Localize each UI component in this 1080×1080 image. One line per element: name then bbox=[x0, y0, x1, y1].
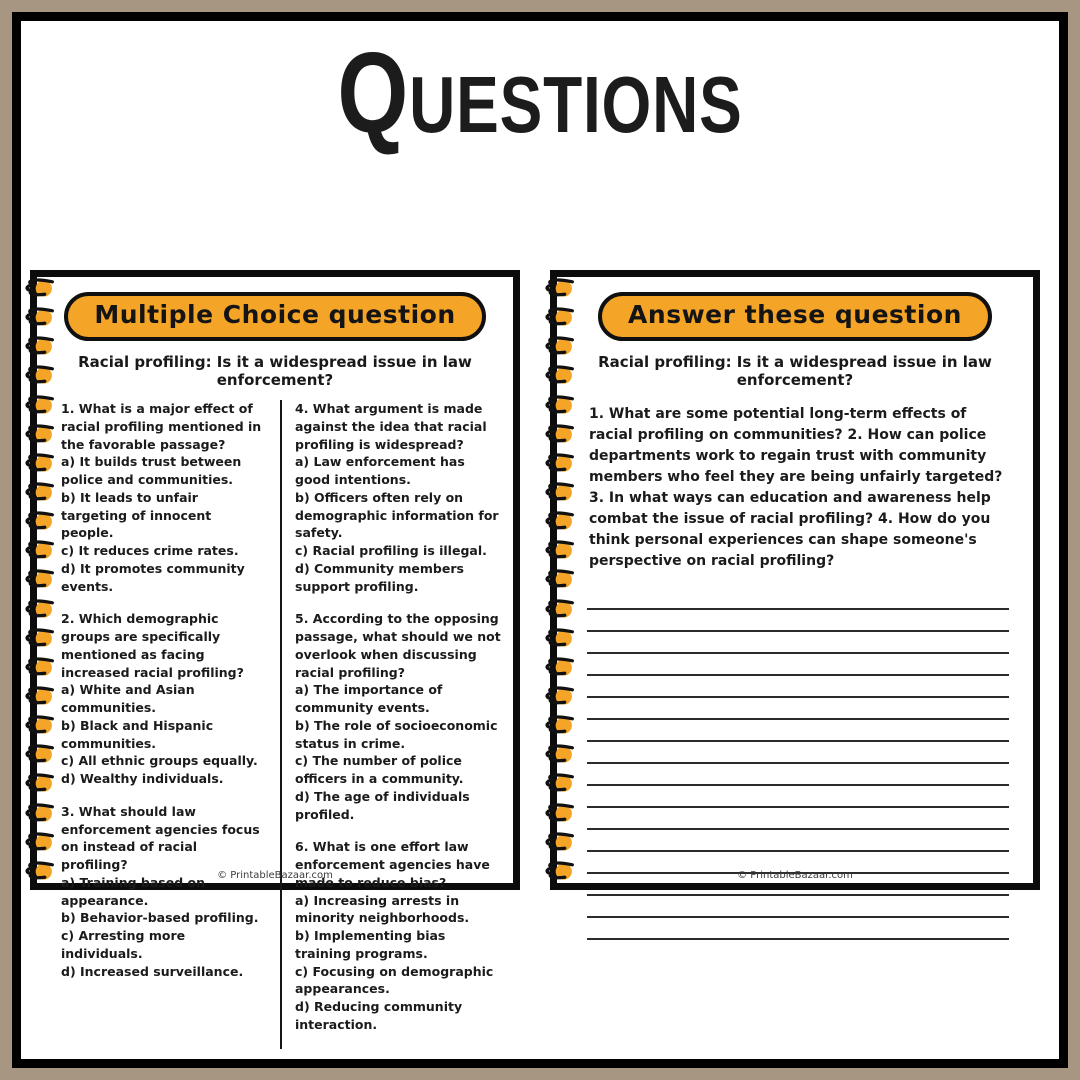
answer-option: b) Behavior-based profiling. bbox=[61, 910, 259, 926]
answer-option: d) Community members support profiling. bbox=[295, 560, 464, 594]
question-prompt: 1. What are some potential long-term effects of racial profiling on communities? 2. How can police departments work to regain trust with community members who feel they are being unfairly targeted? 3. In what ways can education and awareness help combat the issue of racial profiling? 4. How do you think personal experiences can shape someone's perspective on racial profiling? bbox=[589, 406, 1003, 569]
panel-subtitle: Racial profiling: Is it a widespread issue in law enforcement? bbox=[78, 353, 472, 389]
question-columns bbox=[61, 400, 501, 1049]
answer-option: d) It promotes community events. bbox=[61, 560, 245, 594]
answer-option: b) The role of socioeconomic status in crime. bbox=[295, 717, 498, 751]
page-title: Questions bbox=[337, 30, 743, 157]
copyright-footer: © PrintableBazaar.com bbox=[737, 870, 853, 881]
writing-lines-area bbox=[587, 588, 1009, 940]
writing-line bbox=[587, 610, 1009, 632]
open-response-panel bbox=[550, 270, 1040, 890]
answer-option: a) Training based on appearance. bbox=[61, 874, 206, 908]
multiple-choice-panel bbox=[30, 270, 520, 1032]
writing-line bbox=[587, 720, 1009, 742]
answer-option: a) The importance of community events. bbox=[295, 682, 443, 715]
writing-line bbox=[587, 786, 1009, 808]
answer-option: a) It builds trust between police and communities. bbox=[61, 454, 242, 487]
writing-line bbox=[587, 764, 1009, 786]
question-text: 4. What argument is made against the idea that racial profiling is widespread? bbox=[295, 401, 487, 452]
copyright-footer: © PrintableBazaar.com bbox=[217, 870, 333, 881]
answer-option: b) Implementing bias training programs. bbox=[295, 928, 446, 961]
question-text: 6. What is one effort law enforcement agencies have made to reduce bias? bbox=[295, 839, 490, 890]
writing-line bbox=[587, 632, 1009, 654]
question-block bbox=[295, 838, 501, 1033]
answer-option: a) Increasing arrests in minority neighborhoods. bbox=[295, 892, 470, 926]
writing-line bbox=[587, 588, 1009, 610]
writing-line bbox=[587, 698, 1009, 720]
question-column-1 bbox=[61, 400, 280, 1049]
answer-option: c) All ethnic groups equally. bbox=[61, 753, 258, 769]
question-block bbox=[61, 610, 267, 788]
writing-line bbox=[587, 830, 1009, 852]
question-block bbox=[295, 610, 501, 823]
writing-line bbox=[587, 896, 1009, 918]
panel-header-badge: Answer these question bbox=[598, 292, 992, 341]
question-text: 1. What is a major effect of racial profiling mentioned in the favorable passage? bbox=[61, 401, 262, 452]
question-text: 2. Which demographic groups are specifically mentioned as facing increased racial profiling? bbox=[61, 611, 244, 680]
answer-option: c) Arresting more individuals. bbox=[61, 928, 186, 961]
answer-option: a) Law enforcement has good intentions. bbox=[295, 454, 465, 487]
answer-option: c) Focusing on demographic appearances. bbox=[295, 963, 494, 997]
panel-subtitle: Racial profiling: Is it a widespread issue in law enforcement? bbox=[598, 353, 992, 389]
answer-option: c) Racial profiling is illegal. bbox=[295, 543, 487, 558]
writing-line bbox=[587, 918, 1009, 940]
question-block bbox=[295, 400, 501, 595]
answer-option: b) It leads to unfair targeting of innocent people. bbox=[61, 489, 212, 541]
writing-line bbox=[587, 808, 1009, 830]
answer-option: d) Wealthy individuals. bbox=[61, 771, 224, 786]
writing-line bbox=[587, 654, 1009, 676]
answer-option: d) The age of individuals profiled. bbox=[295, 788, 470, 822]
writing-line bbox=[587, 742, 1009, 764]
answer-option: d) Increased surveillance. bbox=[61, 963, 244, 979]
question-block bbox=[61, 803, 267, 981]
writing-line bbox=[587, 676, 1009, 698]
answer-option: a) White and Asian communities. bbox=[61, 682, 195, 715]
panel-header-badge: Multiple Choice question bbox=[64, 292, 485, 341]
question-text: 3. What should law enforcement agencies focus on instead of racial profiling? bbox=[61, 803, 260, 872]
answer-option: d) Reducing community interaction. bbox=[295, 999, 463, 1032]
question-block bbox=[61, 400, 267, 595]
answer-option: b) Officers often rely on demographic information for safety. bbox=[295, 489, 499, 541]
answer-option: c) The number of police officers in a community. bbox=[295, 753, 464, 786]
question-text: 5. According to the opposing passage, what should we not overlook when discussing racial profiling? bbox=[295, 611, 501, 680]
answer-option: c) It reduces crime rates. bbox=[61, 543, 239, 558]
answer-option: b) Black and Hispanic communities. bbox=[61, 717, 214, 751]
question-column-2 bbox=[280, 400, 501, 1049]
